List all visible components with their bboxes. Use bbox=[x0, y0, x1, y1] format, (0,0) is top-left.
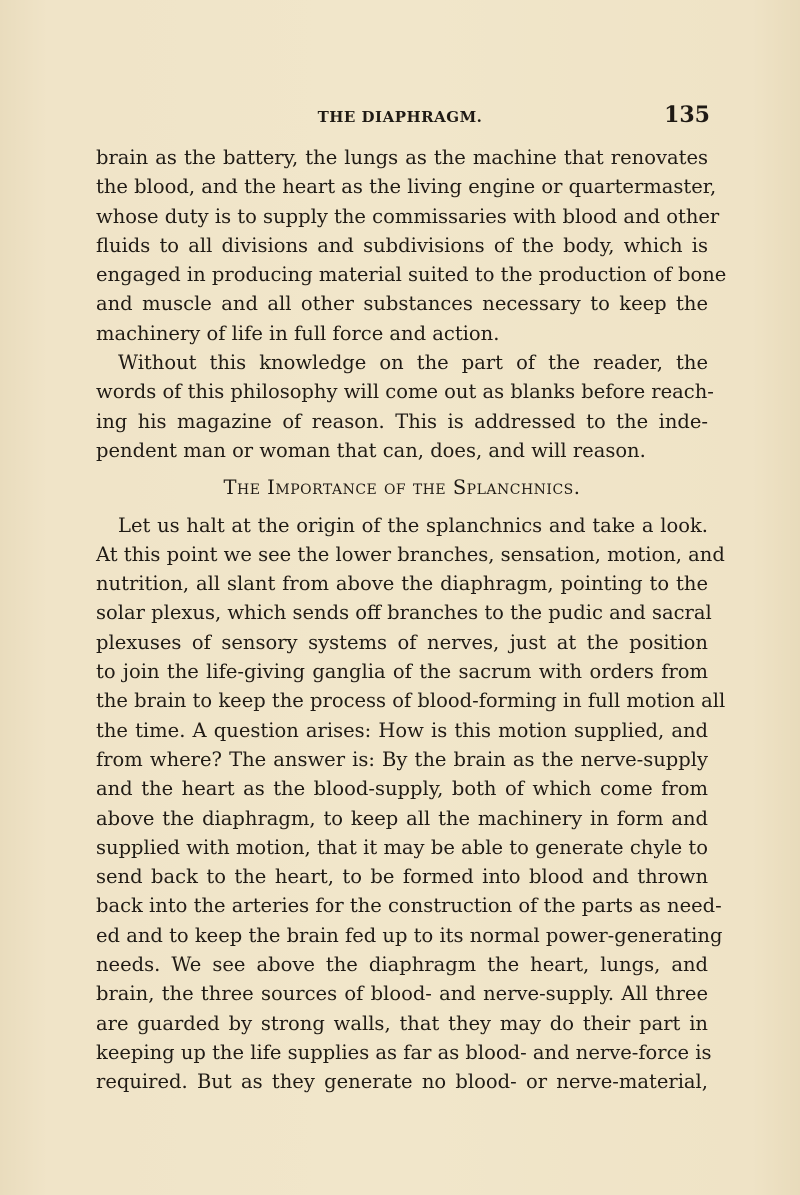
text-line: At this point we see the lower branches, sensation, motion, and bbox=[96, 542, 725, 566]
text-line: whose duty is to supply the commissaries with blood and other bbox=[96, 204, 720, 228]
text-line: ing his magazine of reason. This is addressed to the inde- bbox=[96, 409, 708, 433]
running-head: THE DIAPHRAGM. bbox=[317, 108, 483, 126]
text-line: supplied with motion, that it may be able to generate chyle to bbox=[96, 835, 708, 859]
text-line: plexuses of sensory systems of nerves, just at the position bbox=[96, 630, 708, 654]
text-line: required. But as they generate no blood- or nerve-material, bbox=[96, 1070, 708, 1094]
text-line: pendent man or woman that can, does, and will reason. bbox=[96, 438, 646, 462]
body-text bbox=[96, 143, 727, 1097]
text-line: the blood, and the heart as the living engine or quartermaster, bbox=[96, 175, 717, 199]
text-line: solar plexus, which sends off branches to the pudic and sacral bbox=[96, 601, 712, 625]
text-line: and muscle and all other substances necessary to keep the bbox=[96, 292, 708, 316]
text-line: needs. We see above the diaphragm the heart, lungs, and bbox=[96, 953, 708, 977]
text-line: back into the arteries for the construction of the parts as need- bbox=[96, 894, 722, 918]
text-line: machinery of life in full force and action. bbox=[96, 321, 500, 345]
text-line: Without this knowledge on the part of the reader, the bbox=[118, 351, 708, 375]
text-line: to join the life-giving ganglia of the sacrum with orders from bbox=[96, 660, 708, 684]
text-line: brain, the three sources of blood- and nerve-supply. All three bbox=[96, 982, 708, 1006]
text-line: the brain to keep the process of blood-forming in full motion all bbox=[96, 689, 726, 713]
text-line: nutrition, all slant from above the diaphragm, pointing to the bbox=[96, 572, 708, 596]
text-line: send back to the heart, to be formed into blood and thrown bbox=[96, 865, 708, 889]
text-line: fluids to all divisions and subdivisions of the body, which is bbox=[96, 233, 708, 257]
page-number: 135 bbox=[664, 102, 710, 128]
text-line: ed and to keep the brain fed up to its normal power-generating bbox=[96, 923, 723, 947]
text-line: brain as the battery, the lungs as the machine that renovates bbox=[96, 146, 708, 169]
text-line: are guarded by strong walls, that they may do their part in bbox=[96, 1011, 708, 1035]
text-line: above the diaphragm, to keep all the machinery in form and bbox=[96, 806, 708, 830]
text-line: from where? The answer is: By the brain as the nerve-supply bbox=[96, 747, 708, 771]
section-heading: The Importance of the Splanchnics. bbox=[223, 476, 581, 500]
text-line: the time. A question arises: How is this motion supplied, and bbox=[96, 718, 708, 742]
text-line: and the heart as the blood-supply, both of which come from bbox=[96, 777, 708, 801]
text-line: keeping up the life supplies as far as blood- and nerve-force is bbox=[96, 1040, 712, 1064]
text-line: words of this philosophy will come out as blanks before reach- bbox=[96, 380, 714, 404]
page-header bbox=[0, 104, 800, 134]
text-line: engaged in producing material suited to the production of bone bbox=[96, 263, 727, 287]
text-line: Let us halt at the origin of the splanchnics and take a look. bbox=[118, 513, 708, 537]
